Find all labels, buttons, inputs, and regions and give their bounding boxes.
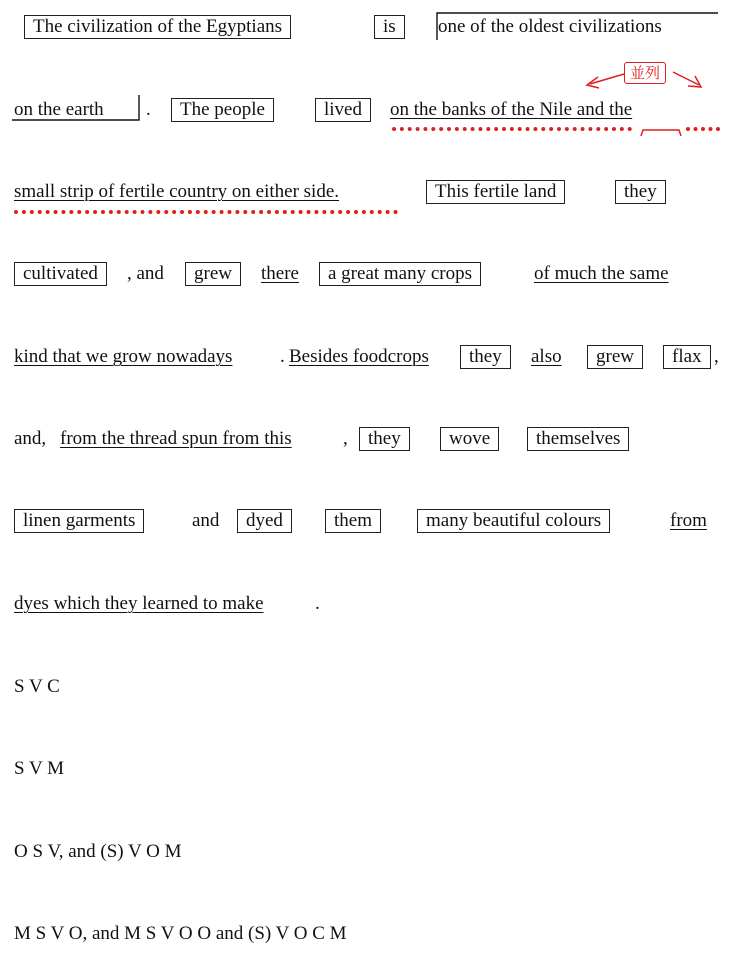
conjunction-text: , and bbox=[127, 263, 164, 284]
conjunction-text: and bbox=[192, 510, 220, 531]
verb-box: is bbox=[374, 15, 405, 39]
verb-box: grew bbox=[587, 345, 643, 369]
subject-box: they bbox=[460, 345, 511, 369]
arrow-head bbox=[688, 76, 701, 87]
parallel-dotted-underline bbox=[686, 127, 720, 131]
sentence-pattern: S V C bbox=[14, 676, 60, 697]
subject-box: they bbox=[615, 180, 666, 204]
modifier-text: from the thread spun from this bbox=[60, 428, 292, 449]
modifier-text: of much the same bbox=[534, 263, 669, 284]
adverb-text: also bbox=[531, 346, 562, 367]
parallel-annotation-label: 並列 bbox=[624, 62, 666, 84]
sentence-pattern: O S V, and (S) V O M bbox=[14, 841, 182, 862]
object-box: flax bbox=[663, 345, 711, 369]
complement-text-cont: on the earth bbox=[14, 99, 104, 120]
subject-box: The civilization of the Egyptians bbox=[24, 15, 291, 39]
object-box: themselves bbox=[527, 427, 629, 451]
conjunction-text: and, bbox=[14, 428, 47, 449]
modifier-text-cont: dyes which they learned to make bbox=[14, 593, 264, 614]
punctuation: , bbox=[714, 346, 719, 367]
modifier-text: on the banks of the Nile and the bbox=[390, 99, 633, 120]
complement-box: many beautiful colours bbox=[417, 509, 610, 533]
sentence-pattern: S V M bbox=[14, 758, 64, 779]
verb-box: cultivated bbox=[14, 262, 107, 286]
object-box: a great many crops bbox=[319, 262, 481, 286]
adverb-text: there bbox=[261, 263, 299, 284]
object-box: linen garments bbox=[14, 509, 144, 533]
and-bracket bbox=[641, 130, 681, 136]
object-box: This fertile land bbox=[426, 180, 565, 204]
parallel-arrow-left bbox=[590, 74, 624, 84]
verb-box: grew bbox=[185, 262, 241, 286]
sentence-pattern: M S V O, and M S V O O and (S) V O C M bbox=[14, 923, 347, 944]
modifier-text-cont: small strip of fertile country on either side. bbox=[14, 181, 340, 202]
modifier-text: Besides foodcrops bbox=[289, 346, 429, 367]
parallel-arrow-right bbox=[673, 72, 699, 85]
punctuation: . bbox=[280, 346, 285, 367]
verb-box: lived bbox=[315, 98, 371, 122]
parallel-dotted-underline bbox=[14, 210, 398, 214]
modifier-text: from bbox=[670, 510, 707, 531]
subject-box: The people bbox=[171, 98, 274, 122]
parallel-dotted-underline bbox=[392, 127, 632, 131]
subject-box: they bbox=[359, 427, 410, 451]
complement-text: one of the oldest civilizations bbox=[438, 16, 662, 37]
verb-box: dyed bbox=[237, 509, 292, 533]
punctuation: , bbox=[343, 428, 348, 449]
modifier-text-cont: kind that we grow nowadays bbox=[14, 346, 233, 367]
object-box: them bbox=[325, 509, 381, 533]
punctuation: . bbox=[315, 593, 320, 614]
verb-box: wove bbox=[440, 427, 499, 451]
arrow-head bbox=[587, 77, 599, 88]
punctuation: . bbox=[146, 99, 151, 120]
